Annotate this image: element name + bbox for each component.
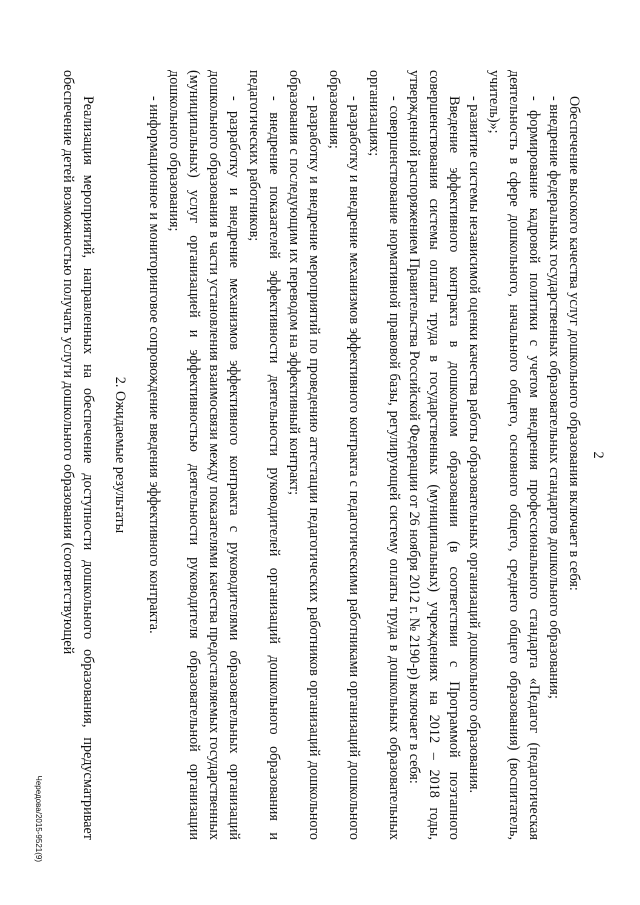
page-number: 2 — [590, 451, 606, 459]
paragraph-effective-contract: Введение эффективного контракта в дошкольном образовании (в соответствии с Программой поэтапного совершенствования системы оплаты труда в государственных (муниципальных) учреждениях на 2012 – 2018 годы, утвержденной распоряжением Правительства Российской Федерации от 26 ноября 2012 г. № 2190-р) включает в себя: — [406, 70, 462, 840]
paragraph-intro: Обеспечение высокого качества услуг дошкольного образования включает в себя: — [566, 96, 582, 591]
list-item: - формирование кадровой политики с учетом внедрения профессионального стандарта «Педагог (педагогическая деятельность в сфере дошкольного, начального общего, основного общего, среднего общего образования) (воспитатель, учитель)»; — [486, 70, 542, 840]
list-item: - разработку и внедрение механизмов эффективного контракта с педагогическими работниками организаций дошкольного образования; — [326, 70, 362, 840]
footer-code: Чередова/2015-9521(9) — [34, 775, 43, 862]
list-item: - внедрение федеральных государственных образовательных стандартов дошкольного образования; — [546, 96, 562, 699]
list-item: - разработку и внедрение мероприятий по проведению аттестации педагогических работников организаций дошкольного образования с последующим их переводом на эффективный контракт; — [286, 70, 322, 840]
section-title: 2. Ожидаемые результаты — [112, 376, 128, 534]
list-item: - разработку и внедрение механизмов эффективного контракта с руководителями образовательных организаций дошкольного образования в части установления взаимосвязи между показателями качества предоставляемых государственных (муниципальных) услуг организацией и эффективностью деятельности руководителя образовательной организации дошкольного образования; — [166, 70, 242, 840]
rotated-document-page — [20, 12, 620, 892]
page-content — [58, 70, 608, 840]
list-item: - совершенствование нормативной правовой базы, регулирующей систему оплаты труда в дошкольных образовательных организациях; — [366, 70, 402, 840]
list-item: - информационное и мониторинговое сопровождение введения эффективного контракта. — [146, 96, 162, 634]
list-item: - развитие системы независимой оценки качества работы образовательных организаций дошкольного образования. — [466, 96, 482, 794]
list-item: - внедрение показателей эффективности деятельности руководителей организаций дошкольного образования и педагогических работников; — [246, 70, 282, 840]
paragraph-results: Реализация мероприятий, направленных на обеспечение доступности дошкольного образования, предусматривает обеспечение детей возможностью получать услуги дошкольного образования (соответствующей — [60, 70, 96, 840]
